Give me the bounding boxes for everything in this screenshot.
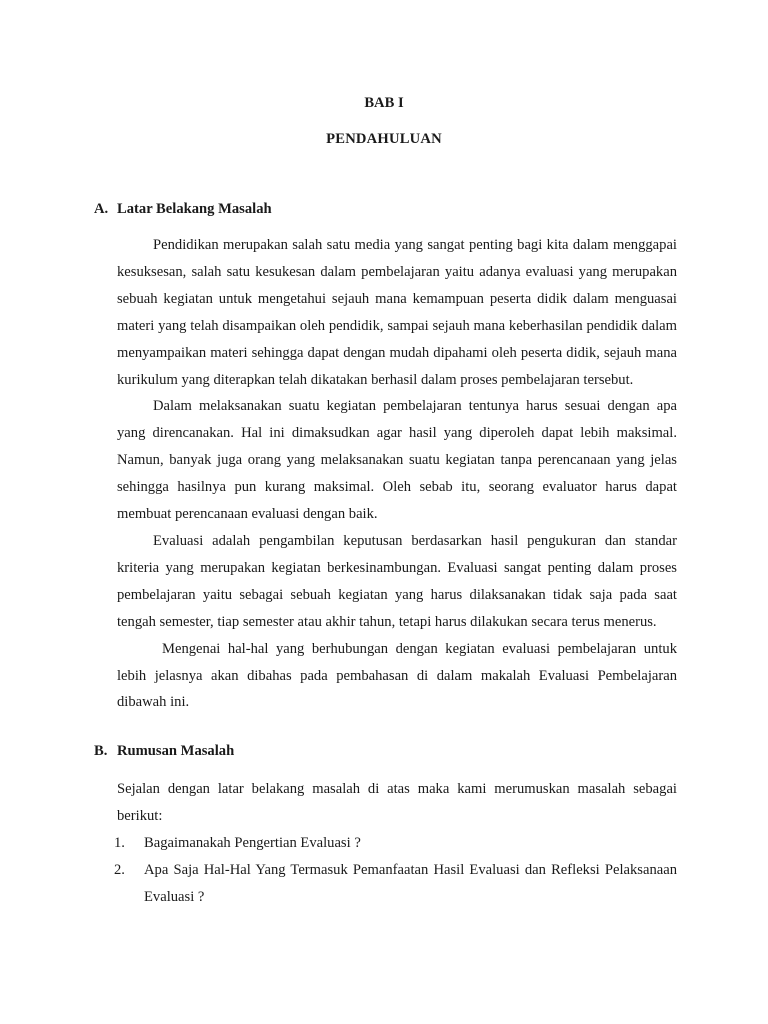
list-item-text: Bagaimanakah Pengertian Evaluasi ?	[144, 834, 361, 851]
list-item-text: Apa Saja Hal-Hal Yang Termasuk Pemanfaatan Hasil Evaluasi dan Refleksi Pelaksanaan Evaluasi ?	[144, 861, 677, 905]
list-item-number: 1.	[114, 834, 125, 851]
section-b-number: B.	[94, 743, 108, 759]
section-b-intro: Sejalan dengan latar belakang masalah di atas maka kami merumuskan masalah sebagai berikut:	[117, 781, 677, 824]
section-a-number: A.	[94, 201, 109, 217]
paragraph: Mengenai hal-hal yang berhubungan dengan kegiatan evaluasi pembelajaran untuk lebih jelasnya akan dibahas pada pembahasan di dalam makalah Evaluasi Pembelajaran dibawah ini.	[117, 640, 677, 711]
section-a-body	[117, 232, 677, 716]
paragraph: Pendidikan merupakan salah satu media yang sangat penting bagi kita dalam menggapai kesuksesan, salah satu kesukesan dalam pembelajaran yaitu adanya evaluasi yang merupakan sebuah kegiatan untuk mengetahui sejauh mana kemampuan peserta didik dalam menguasai materi yang telah disampaikan oleh pendidik, sampai sejauh mana keberhasilan pendidik dalam menyampaikan materi sehingga dapat dengan mudah dipahami oleh peserta didik, sejauh mana kurikulum yang diterapkan telah dikatakan berhasil dalam proses pembelajaran tersebut.	[117, 237, 677, 388]
list-item-number: 2.	[114, 861, 125, 878]
section-a-title: Latar Belakang Masalah	[117, 201, 272, 217]
chapter-label: BAB I	[364, 95, 404, 111]
list-item	[114, 857, 677, 911]
section-b-title: Rumusan Masalah	[117, 743, 235, 759]
chapter-title: PENDAHULUAN	[326, 131, 442, 147]
list-item	[114, 830, 677, 857]
section-b-body	[114, 776, 677, 911]
paragraph: Evaluasi adalah pengambilan keputusan berdasarkan hasil pengukuran dan standar kriteria yang merupakan kegiatan berkesinambungan. Evaluasi sangat penting dalam proses pembelajaran yaitu sebagai sebuah kegiatan yang harus dilaksanakan tidak saja pada saat tengah semester, tiap semester atau akhir tahun, tetapi harus dilakukan secara terus menerus.	[117, 532, 677, 630]
paragraph: Dalam melaksanakan suatu kegiatan pembelajaran tentunya harus sesuai dengan apa yang direncanakan. Hal ini dimaksudkan agar hasil yang diperoleh dapat lebih maksimal. Namun, banyak juga orang yang melaksanakan suatu kegiatan tanpa perencanaan yang jelas sehingga hasilnya pun kurang maksimal. Oleh sebab itu, seorang evaluator harus dapat membuat perencanaan evaluasi dengan baik.	[117, 398, 677, 523]
